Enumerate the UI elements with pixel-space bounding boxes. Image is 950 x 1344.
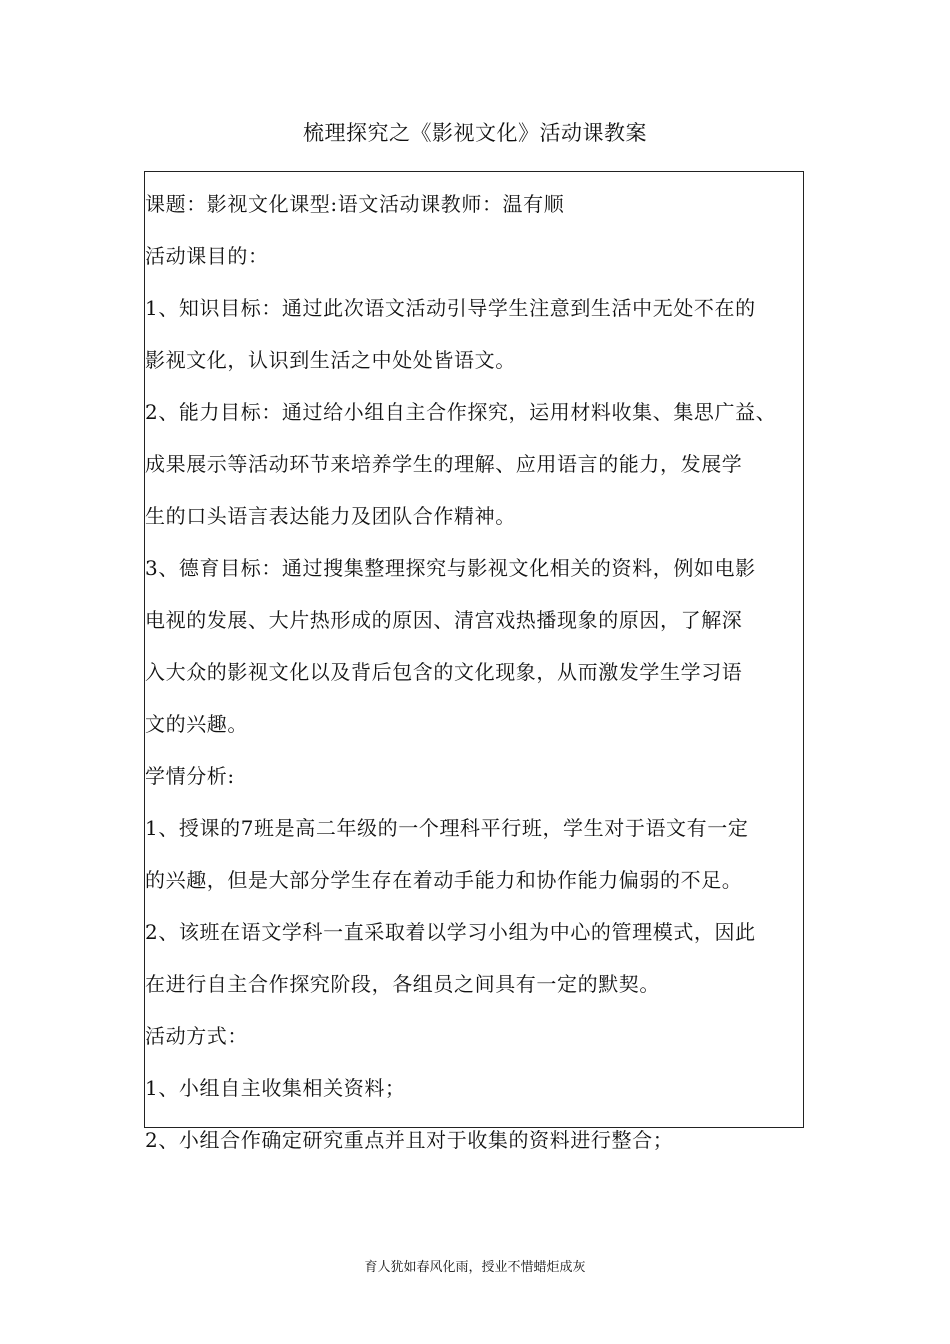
page-footer: 育人犹如春风化雨，授业不惜蜡炬成灰 <box>364 1260 586 1275</box>
text-line-method-2: 2、小组合作确定研究重点并且对于收集的资料进行整合； <box>145 1128 674 1152</box>
text-line-student-analysis-heading: 学情分析: <box>145 764 235 788</box>
text-line-objectives-heading: 活动课目的： <box>145 244 269 268</box>
text-line-ability-goal-1: 2、能力目标：通过给小组自主合作探究，运用材料收集、集思广益、 <box>145 400 777 424</box>
text-line-ability-goal-2: 成果展示等活动环节来培养学生的理解、应用语言的能力，发展学 <box>145 452 743 476</box>
text-line-moral-goal-3: 入大众的影视文化以及背后包含的文化现象，从而激发学生学习语 <box>145 660 743 684</box>
text-line-course-info: 课题：影视文化课型:语文活动课教师：温有顺 <box>145 192 565 216</box>
text-line-analysis-1b: 的兴趣，但是大部分学生存在着动手能力和协作能力偏弱的不足。 <box>145 868 743 892</box>
document-title: 梳理探究之《影视文化》活动课教案 <box>303 121 647 145</box>
lesson-plan-box <box>144 171 804 1152</box>
text-line-moral-goal-4: 文的兴趣。 <box>145 712 248 736</box>
text-line-activity-method-heading: 活动方式： <box>145 1024 248 1048</box>
text-line-moral-goal-1: 3、德育目标：通过搜集整理探究与影视文化相关的资料，例如电影 <box>145 556 756 580</box>
text-line-analysis-2b: 在进行自主合作探究阶段，各组员之间具有一定的默契。 <box>145 972 660 996</box>
text-line-knowledge-goal-2: 影视文化，认识到生活之中处处皆语文。 <box>145 348 516 372</box>
text-line-ability-goal-3: 生的口头语言表达能力及团队合作精神。 <box>145 504 516 528</box>
text-line-knowledge-goal-1: 1、知识目标：通过此次语文活动引导学生注意到生活中无处不在的 <box>145 296 756 320</box>
text-line-method-1: 1、小组自主收集相关资料； <box>145 1076 406 1100</box>
text-line-moral-goal-2: 电视的发展、大片热形成的原因、清宫戏热播现象的原因，了解深 <box>145 608 743 632</box>
text-line-analysis-2a: 2、该班在语文学科一直采取着以学习小组为中心的管理模式，因此 <box>145 920 756 944</box>
text-line-analysis-1a: 1、授课的7班是高二年级的一个理科平行班，学生对于语文有一定 <box>145 816 749 840</box>
